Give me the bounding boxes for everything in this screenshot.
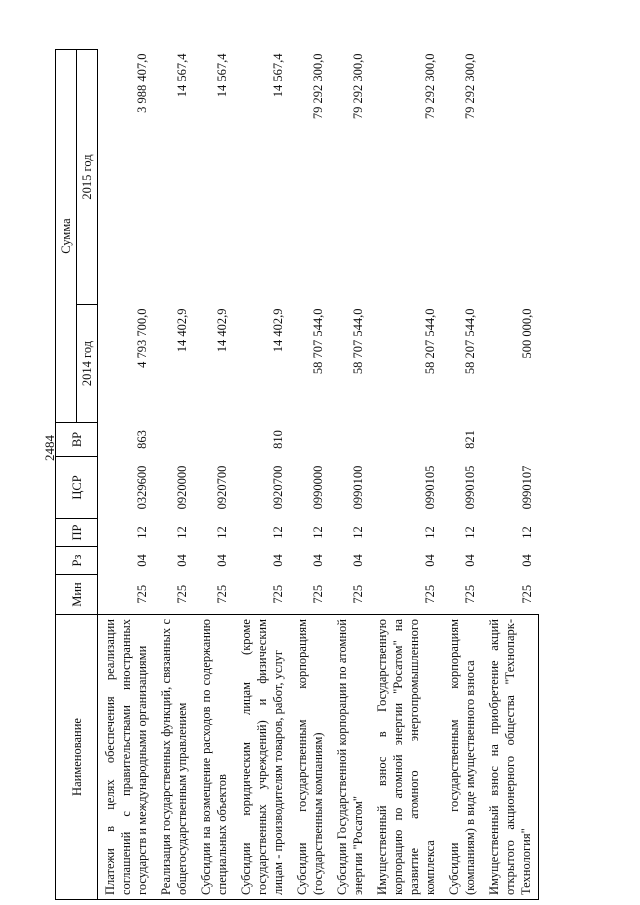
row-min: 725 [351,584,365,604]
row-sum-2015: 14 567,4 [271,53,285,98]
row-sum-2014: 58 207 544,0 [423,308,437,375]
row-vr [290,423,330,457]
row-rz: 04 [311,554,325,567]
row-rz: 04 [351,554,365,567]
row-sum-2015: 79 292 300,0 [463,53,477,120]
row-sum-2015: 14 567,4 [215,53,229,98]
row-pr: 12 [215,526,229,539]
row-pr: 12 [519,526,534,539]
row-rz: 04 [423,554,437,567]
header-2014: 2014 год [77,305,98,423]
row-name: Субсидии государственным корпорациям (компаниям) в виде имущественного взноса [442,615,482,900]
row-min: 725 [311,584,325,604]
row-name: Субсидии Государственной корпорации по атомной энергии "Росатом" [330,615,370,900]
row-csr: 0990107 [519,465,534,510]
budget-table [55,49,539,900]
header-2015: 2015 год [77,50,98,305]
row-rz: 04 [463,554,477,567]
row-min: 725 [463,584,477,604]
row-vr [194,423,234,457]
row-pr: 12 [175,526,189,539]
table-row [290,50,330,900]
header-name: Наименование [56,615,98,900]
table-row [330,50,370,900]
row-sum-2014: 14 402,9 [215,308,229,353]
table-row [234,50,290,900]
row-pr: 12 [311,526,325,539]
page-number: 2484 [42,435,57,461]
row-min: 725 [519,584,534,604]
rotated-page-content [55,50,601,900]
row-name: Имущественный взнос в Государственную корпорацию по атомной энергии "Росатом" на развитие атомного энергопромышленного комплекса [370,615,442,900]
row-sum-2015: 3 988 407,0 [135,53,149,113]
header-csr: ЦСР [56,457,98,519]
header-vr: ВР [56,423,98,457]
row-csr: 0990100 [351,465,365,510]
row-min: 725 [271,584,285,604]
row-sum-2014: 14 402,9 [175,308,189,353]
row-vr: 810 [271,430,285,449]
row-pr: 12 [135,526,149,539]
row-vr: 863 [135,430,149,449]
row-csr: 0920000 [175,465,189,510]
row-csr: 0920700 [215,465,229,510]
row-rz: 04 [519,554,534,567]
header-pr: ПР [56,519,98,547]
row-sum-2014: 14 402,9 [271,308,285,353]
row-min: 725 [215,584,229,604]
row-min: 725 [423,584,437,604]
table-row [98,50,155,900]
row-sum-2014: 4 793 700,0 [135,308,149,368]
header-sum: Сумма [56,50,77,423]
row-rz: 04 [215,554,229,567]
row-csr: 0990105 [423,465,437,510]
row-sum-2015: 79 292 300,0 [311,53,325,120]
row-csr: 0920700 [271,465,285,510]
table-row [370,50,442,900]
row-csr: 0990105 [463,465,477,510]
row-min: 725 [135,584,149,604]
row-min: 725 [175,584,189,604]
row-vr [370,423,442,457]
row-name: Имущественный взнос на приобретение акций открытого акционерного общества "Технопарк-Технология" [482,615,539,900]
row-sum-2015: 14 567,4 [175,53,189,98]
row-name: Реализация государственных функций, связанных с общегосударственным управлением [154,615,194,900]
row-vr [482,423,539,457]
row-name: Платежи в целях обеспечения реализации соглашений с правительствами иностранных государств и международными организациями [98,615,155,900]
header-rz: Рз [56,547,98,575]
row-rz: 04 [135,554,149,567]
row-sum-2015: 79 292 300,0 [423,53,437,120]
row-rz: 04 [175,554,189,567]
row-sum-2014: 58 207 544,0 [463,308,477,375]
table-row [194,50,234,900]
row-sum-2014: 500 000,0 [519,308,534,359]
row-pr: 12 [463,526,477,539]
row-sum-2014: 58 707 544,0 [351,308,365,375]
row-pr: 12 [423,526,437,539]
row-pr: 12 [271,526,285,539]
row-sum-2015 [482,50,539,305]
table-row [154,50,194,900]
row-rz: 04 [271,554,285,567]
row-vr [330,423,370,457]
row-name: Субсидии юридическим лицам (кроме государственных учреждений) и физическим лицам - производителям товаров, работ, услуг [234,615,290,900]
table-row [442,50,482,900]
row-vr: 821 [463,430,477,449]
row-csr: 0329600 [135,465,149,510]
row-sum-2015: 79 292 300,0 [351,53,365,120]
row-pr: 12 [351,526,365,539]
row-name: Субсидии государственным корпорациям (государственным компаниям) [290,615,330,900]
header-min: Мин [56,575,98,615]
row-csr: 0990000 [311,465,325,510]
row-name: Субсидии на возмещение расходов по содержанию специальных объектов [194,615,234,900]
row-sum-2014: 58 707 544,0 [311,308,325,375]
table-row [482,50,539,900]
row-vr [154,423,194,457]
